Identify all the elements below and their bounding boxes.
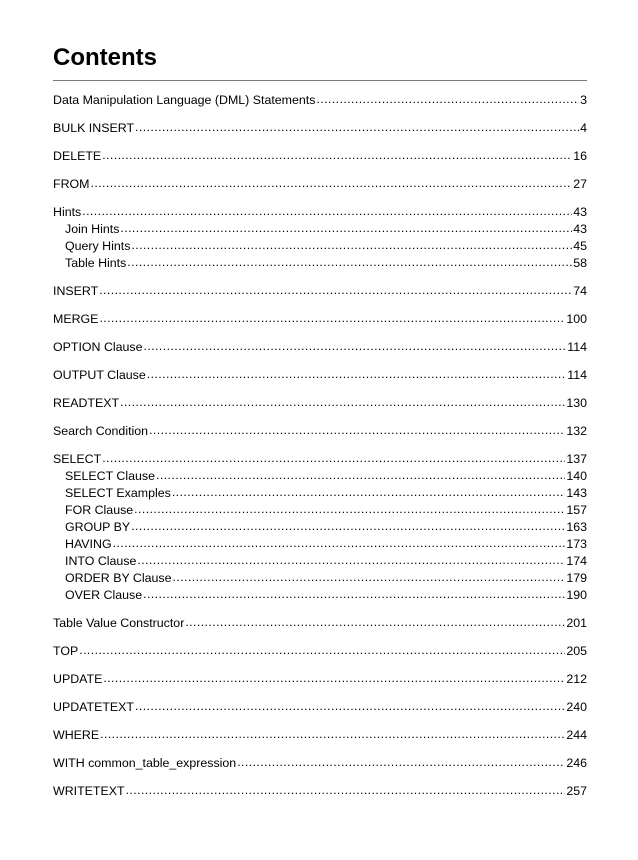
toc-page-number: 3 <box>580 93 587 107</box>
dot-leader <box>127 255 572 267</box>
toc-page-number: 244 <box>566 728 587 742</box>
dot-leader <box>185 615 565 627</box>
dot-leader <box>316 92 579 104</box>
dot-leader <box>126 783 566 795</box>
toc-entry-label: UPDATETEXT <box>53 700 135 714</box>
toc-entry-label: INSERT <box>53 284 99 298</box>
dot-leader <box>149 423 565 435</box>
toc-entry-label: OUTPUT Clause <box>53 368 146 382</box>
toc-subentry[interactable] <box>53 536 587 553</box>
toc-page-number: 157 <box>566 503 587 517</box>
toc-entry-label: Hints <box>53 205 82 219</box>
group-spacer <box>53 412 587 423</box>
toc-page-number: 16 <box>573 149 587 163</box>
dot-leader <box>172 485 565 497</box>
toc-subentry[interactable] <box>53 553 587 570</box>
group-spacer <box>53 300 587 311</box>
dot-leader <box>135 120 579 132</box>
group-spacer <box>53 137 587 148</box>
toc-subentry[interactable] <box>53 221 587 238</box>
group-spacer <box>53 193 587 204</box>
group-spacer <box>53 772 587 783</box>
toc-subentry[interactable] <box>53 468 587 485</box>
dot-leader <box>147 367 567 379</box>
toc-page-number: 43 <box>573 205 587 219</box>
dot-leader <box>237 755 565 767</box>
dot-leader <box>82 204 572 216</box>
toc-entry-label: WITH common_table_expression <box>53 756 237 770</box>
toc-entry[interactable] <box>53 92 587 109</box>
toc-page-number: 257 <box>566 784 587 798</box>
toc-entry-label: UPDATE <box>53 672 103 686</box>
toc-page-number: 132 <box>566 424 587 438</box>
toc-entry-label: WHERE <box>53 728 100 742</box>
dot-leader <box>144 339 567 351</box>
dot-leader <box>143 587 565 599</box>
toc-entry[interactable] <box>53 755 587 772</box>
toc-page-number: 179 <box>566 571 587 585</box>
toc-subentry[interactable] <box>53 238 587 255</box>
toc-entry-label: BULK INSERT <box>53 121 135 135</box>
dot-leader <box>173 570 566 582</box>
dot-leader <box>120 221 572 233</box>
table-of-contents <box>53 92 587 800</box>
toc-entry[interactable] <box>53 451 587 468</box>
toc-entry-label: Join Hints <box>65 222 120 236</box>
toc-entry-label: Table Value Constructor <box>53 616 185 630</box>
dot-leader <box>102 148 572 160</box>
toc-page-number: 174 <box>566 554 587 568</box>
toc-page-number: 212 <box>566 672 587 686</box>
toc-entry-label: Search Condition <box>53 424 149 438</box>
toc-entry-label: FROM <box>53 177 90 191</box>
dot-leader <box>79 643 565 655</box>
toc-entry[interactable] <box>53 148 587 165</box>
toc-entry[interactable] <box>53 615 587 632</box>
toc-entry-label: FOR Clause <box>65 503 134 517</box>
toc-page-number: 45 <box>573 239 587 253</box>
group-spacer <box>53 660 587 671</box>
group-spacer <box>53 328 587 339</box>
dot-leader <box>156 468 565 480</box>
toc-subentry[interactable] <box>53 485 587 502</box>
toc-entry-label: DELETE <box>53 149 102 163</box>
group-spacer <box>53 384 587 395</box>
toc-entry[interactable] <box>53 643 587 660</box>
toc-entry[interactable] <box>53 699 587 716</box>
toc-entry-label: READTEXT <box>53 396 120 410</box>
dot-leader <box>135 699 565 711</box>
toc-page-number: 114 <box>567 340 587 354</box>
dot-leader <box>131 238 572 250</box>
toc-subentry[interactable] <box>53 570 587 587</box>
group-spacer <box>53 109 587 120</box>
title-divider <box>53 80 587 81</box>
toc-entry-label: WRITETEXT <box>53 784 125 798</box>
toc-entry[interactable] <box>53 339 587 356</box>
toc-page-number: 201 <box>566 616 587 630</box>
dot-leader <box>113 536 566 548</box>
dot-leader <box>131 519 565 531</box>
toc-entry[interactable] <box>53 671 587 688</box>
toc-entry-label: TOP <box>53 644 79 658</box>
dot-leader <box>102 451 565 463</box>
group-spacer <box>53 688 587 699</box>
toc-page-number: 140 <box>566 469 587 483</box>
toc-entry[interactable] <box>53 283 587 300</box>
dot-leader <box>137 553 565 565</box>
toc-page-number: 114 <box>567 368 587 382</box>
toc-page-number: 240 <box>566 700 587 714</box>
toc-entry-label: Data Manipulation Language (DML) Statements <box>53 93 316 107</box>
toc-page-number: 246 <box>566 756 587 770</box>
toc-page-number: 4 <box>580 121 587 135</box>
toc-page-number: 27 <box>573 177 587 191</box>
toc-page-number: 58 <box>573 256 587 270</box>
dot-leader <box>99 283 572 295</box>
toc-entry-label: OPTION Clause <box>53 340 143 354</box>
toc-entry[interactable] <box>53 727 587 744</box>
toc-page-number: 205 <box>566 644 587 658</box>
group-spacer <box>53 604 587 615</box>
toc-entry[interactable] <box>53 367 587 384</box>
toc-entry-label: ORDER BY Clause <box>65 571 172 585</box>
toc-subentry[interactable] <box>53 502 587 519</box>
toc-page-number: 130 <box>566 396 587 410</box>
toc-entry-label: GROUP BY <box>65 520 131 534</box>
toc-page-number: 163 <box>566 520 587 534</box>
toc-subentry[interactable] <box>53 587 587 604</box>
toc-entry[interactable] <box>53 204 587 221</box>
dot-leader <box>99 311 565 323</box>
toc-page-number: 100 <box>566 312 587 326</box>
dot-leader <box>120 395 565 407</box>
toc-subentry[interactable] <box>53 255 587 272</box>
group-spacer <box>53 716 587 727</box>
group-spacer <box>53 744 587 755</box>
toc-entry-label: HAVING <box>65 537 112 551</box>
dot-leader <box>103 671 565 683</box>
dot-leader <box>100 727 565 739</box>
toc-entry[interactable] <box>53 176 587 193</box>
toc-entry[interactable] <box>53 783 587 800</box>
toc-entry-label: Query Hints <box>65 239 131 253</box>
toc-page-number: 137 <box>566 452 587 466</box>
toc-entry[interactable] <box>53 395 587 412</box>
toc-entry[interactable] <box>53 311 587 328</box>
toc-page-number: 43 <box>573 222 587 236</box>
toc-entry[interactable] <box>53 120 587 137</box>
toc-page-number: 74 <box>573 284 587 298</box>
toc-page-number: 143 <box>566 486 587 500</box>
toc-page-number: 173 <box>566 537 587 551</box>
toc-entry-label: MERGE <box>53 312 99 326</box>
toc-entry-label: SELECT Clause <box>65 469 155 483</box>
group-spacer <box>53 356 587 367</box>
group-spacer <box>53 632 587 643</box>
toc-entry-label: SELECT Examples <box>65 486 171 500</box>
toc-entry-label: OVER Clause <box>65 588 143 602</box>
page-title: Contents <box>53 44 157 71</box>
toc-entry-label: INTO Clause <box>65 554 137 568</box>
dot-leader <box>134 502 565 514</box>
toc-entry-label: SELECT <box>53 452 102 466</box>
dot-leader <box>90 176 572 188</box>
toc-page-number: 190 <box>566 588 587 602</box>
toc-entry-label: Table Hints <box>65 256 127 270</box>
toc-entry[interactable] <box>53 423 587 440</box>
toc-subentry[interactable] <box>53 519 587 536</box>
group-spacer <box>53 165 587 176</box>
group-spacer <box>53 272 587 283</box>
group-spacer <box>53 440 587 451</box>
